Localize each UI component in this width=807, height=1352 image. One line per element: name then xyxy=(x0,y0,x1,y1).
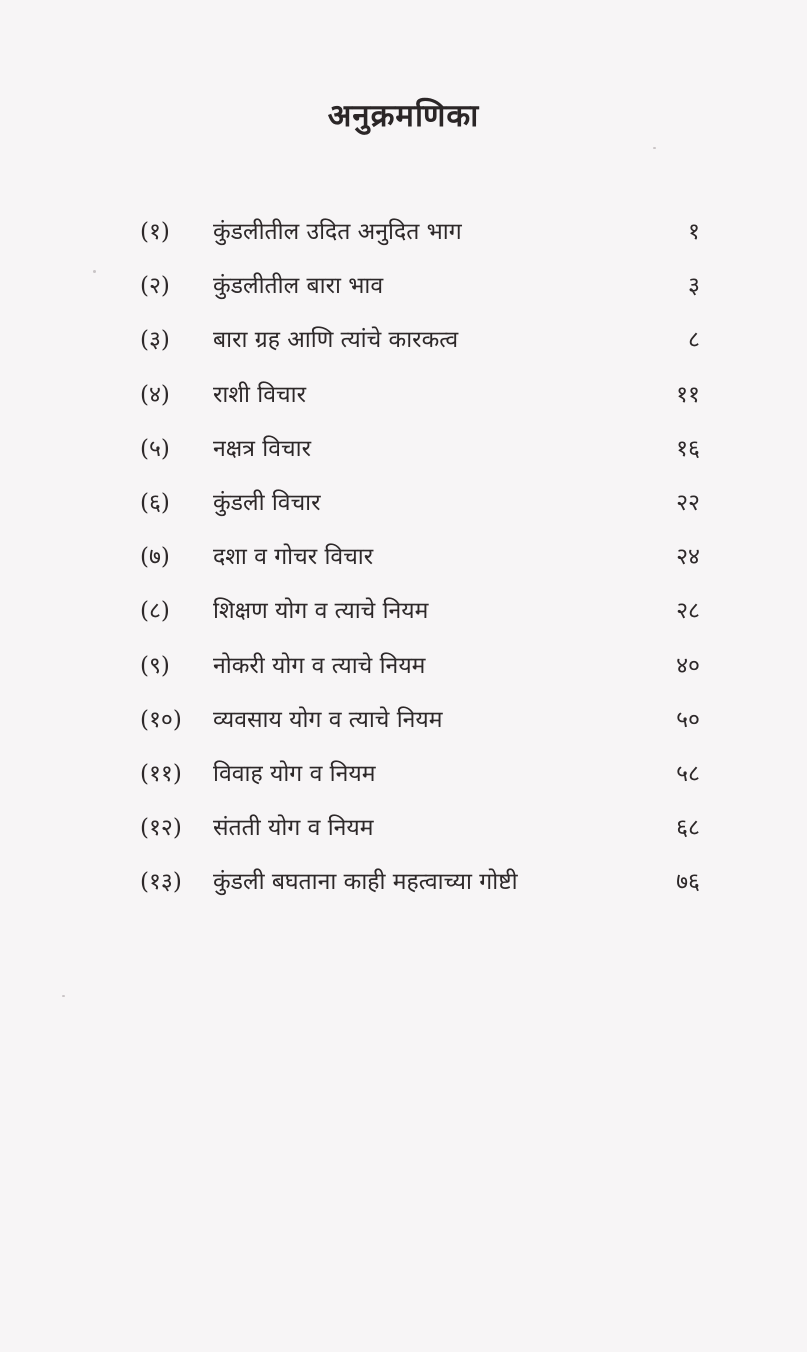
toc-entry-number: (९) xyxy=(140,652,170,679)
paper-speck xyxy=(62,995,65,997)
toc-entry-title: नक्षत्र विचार xyxy=(213,435,311,462)
toc-entry-number: (३) xyxy=(140,327,170,354)
toc-entry xyxy=(140,584,700,638)
toc-entry-title: नोकरी योग व त्याचे नियम xyxy=(213,652,426,679)
toc-entry-number: (१०) xyxy=(140,706,182,733)
paper-speck xyxy=(653,147,656,149)
toc-entry xyxy=(140,422,700,476)
toc-entry-number: (५) xyxy=(140,435,170,462)
toc-entry-title: विवाह योग व नियम xyxy=(213,760,376,787)
toc-entry-title: संतती योग व नियम xyxy=(213,815,374,842)
toc-entry-page: ५० xyxy=(676,706,700,733)
toc-entry xyxy=(140,639,700,693)
toc-entry-number: (१३) xyxy=(140,869,182,896)
toc-entry-page: १ xyxy=(688,219,700,245)
toc-entry-number: (२) xyxy=(140,273,170,300)
toc-entry-number: (११) xyxy=(140,760,182,787)
toc-entry-title: राशी विचार xyxy=(213,381,306,408)
toc-entry-number: (१२) xyxy=(140,815,182,842)
toc-entry-page: ४० xyxy=(676,652,700,679)
toc-entry-title: व्यवसाय योग व त्याचे नियम xyxy=(213,706,443,733)
toc-entry-number: (१) xyxy=(140,219,170,245)
toc-entry-page: ३ xyxy=(688,273,700,300)
toc-entry-title: दशा व गोचर विचार xyxy=(213,544,374,571)
paper-speck xyxy=(93,270,96,273)
toc-entry-title: बारा ग्रह आणि त्यांचे कारकत्व xyxy=(213,327,459,354)
toc-entry xyxy=(140,693,700,747)
table-of-contents xyxy=(140,205,700,909)
toc-entry-number: (८) xyxy=(140,598,170,625)
toc-entry-title: कुंडली बघताना काही महत्वाच्या गोष्टी xyxy=(213,869,518,896)
toc-entry-number: (६) xyxy=(140,489,170,516)
toc-entry xyxy=(140,205,700,259)
page-title: अनुक्रमणिका xyxy=(327,98,480,134)
toc-entry-title: कुंडली विचार xyxy=(213,489,321,516)
toc-entry xyxy=(140,368,700,422)
toc-entry-page: २८ xyxy=(676,598,700,625)
toc-entry xyxy=(140,530,700,584)
toc-entry-page: २२ xyxy=(676,489,700,516)
toc-entry xyxy=(140,855,700,909)
toc-entry xyxy=(140,747,700,801)
toc-entry-number: (७) xyxy=(140,544,170,571)
toc-entry-title: शिक्षण योग व त्याचे नियम xyxy=(213,598,429,625)
toc-entry-page: ८ xyxy=(688,327,700,354)
toc-entry-number: (४) xyxy=(140,381,170,408)
toc-entry-page: ७६ xyxy=(676,869,700,896)
toc-entry-page: ११ xyxy=(676,381,700,408)
toc-entry xyxy=(140,801,700,855)
toc-entry-page: ५८ xyxy=(676,760,700,787)
toc-entry xyxy=(140,476,700,530)
toc-entry-title: कुंडलीतील बारा भाव xyxy=(213,273,384,300)
toc-entry-page: १६ xyxy=(676,435,700,462)
toc-entry-title: कुंडलीतील उदित अनुदित भाग xyxy=(213,219,462,245)
toc-entry xyxy=(140,313,700,367)
toc-entry xyxy=(140,259,700,313)
toc-entry-page: ६८ xyxy=(676,815,700,842)
toc-entry-page: २४ xyxy=(676,544,700,571)
